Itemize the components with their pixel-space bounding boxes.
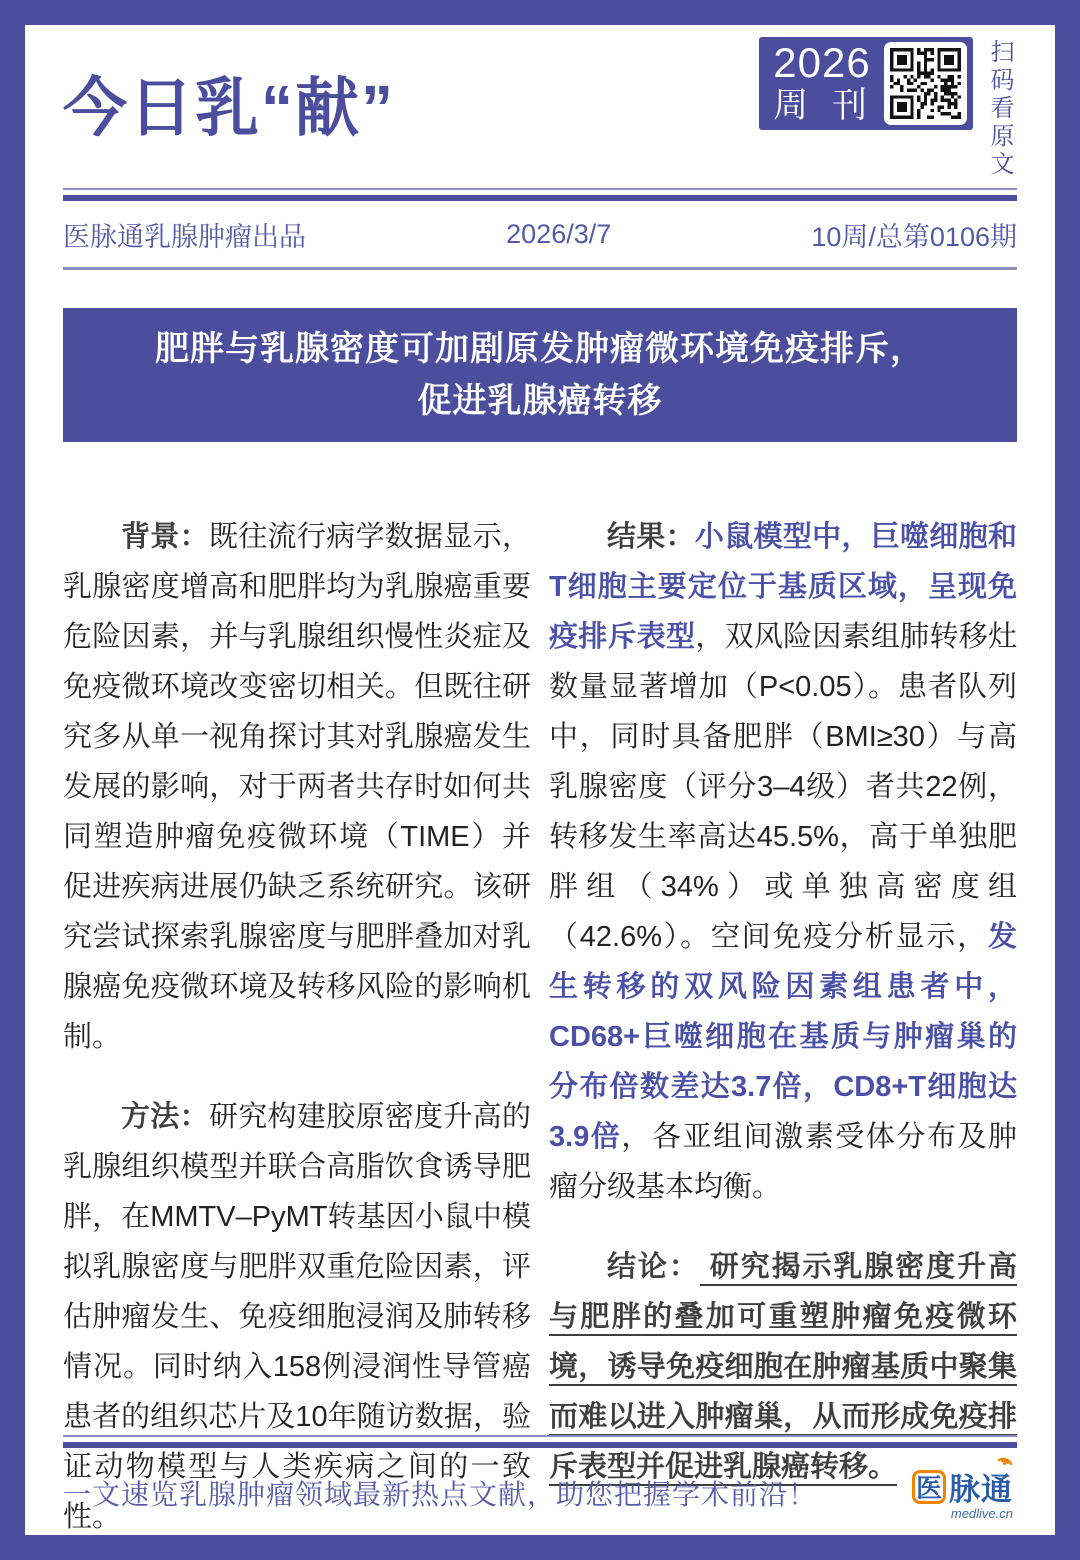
issue-info-row bbox=[63, 215, 1017, 254]
qr-box bbox=[884, 42, 967, 125]
text-segment-label: 方法： bbox=[121, 1101, 209, 1133]
footer-divider bbox=[63, 1435, 1017, 1448]
divider-thick-line bbox=[63, 195, 1017, 201]
paragraph-background bbox=[63, 512, 531, 1062]
footer bbox=[63, 1435, 1017, 1521]
divider-thick-line bbox=[63, 1442, 1017, 1448]
text-segment-underline: 研究揭示乳腺密度升高与肥胖的叠加可重塑肿瘤免疫微环境，诱导免疫细胞在肿瘤基质中聚集而难以进入肿瘤巢，从而形成免疫排斥表型并促进乳腺癌转移。 bbox=[549, 1251, 1017, 1483]
wifi-signal-icon bbox=[993, 1449, 1018, 1469]
info-divider-line bbox=[63, 267, 1017, 270]
article-title-banner bbox=[63, 308, 1017, 442]
issue-badge-group bbox=[759, 37, 1017, 179]
issue-number: 10周/总第0106期 bbox=[811, 222, 1017, 252]
divider-thin-line bbox=[63, 188, 1017, 190]
newsletter-page bbox=[25, 25, 1055, 1535]
divider-thin-line bbox=[63, 1435, 1017, 1437]
medlive-logo-maitong-text: 脉通 bbox=[949, 1472, 1013, 1507]
footer-row bbox=[63, 1464, 1017, 1521]
text-segment-blue: 发生转移的双风险因素组患者中，CD68+巨噬细胞在基质与肿瘤巢的分布倍数差达3.7倍，CD8+T细胞达3.9倍 bbox=[549, 921, 1017, 1153]
article-body bbox=[63, 512, 1017, 1535]
medlive-domain: medlive.cn bbox=[950, 1506, 1013, 1521]
article-title-line2: 促进乳腺癌转移 bbox=[417, 382, 663, 420]
header bbox=[63, 37, 1017, 179]
column-right bbox=[549, 512, 1017, 1535]
article-title-line1: 肥胖与乳腺密度可加剧原发肿瘤微环境免疫排斥， bbox=[155, 330, 925, 368]
text-segment-label: 结论： bbox=[607, 1251, 700, 1283]
medlive-logo-maitong bbox=[949, 1464, 1013, 1509]
medlive-logo-row bbox=[912, 1464, 1013, 1509]
header-divider bbox=[63, 188, 1017, 201]
medlive-logo-yi: 医 bbox=[912, 1470, 946, 1504]
qr-code bbox=[890, 48, 961, 119]
issue-badge-text bbox=[773, 40, 874, 127]
text-segment-label: 背景： bbox=[121, 521, 209, 553]
issue-type: 周 刊 bbox=[773, 86, 874, 125]
column-left bbox=[63, 512, 531, 1535]
issue-date: 2026/3/7 bbox=[506, 219, 612, 249]
issue-badge bbox=[759, 37, 973, 130]
text-segment-normal: ，各亚组间激素受体分布及肿瘤分级基本均衡。 bbox=[549, 1121, 1017, 1203]
publication-logo: 今日乳“献” bbox=[63, 72, 395, 144]
publisher-label: 医脉通乳腺肿瘤出品 bbox=[63, 222, 306, 252]
medlive-logo bbox=[912, 1464, 1017, 1521]
issue-year: 2026 bbox=[773, 39, 871, 86]
text-segment-normal: ，双风险因素组肺转移灶数量显著增加（P<0.05）。患者队列中，同时具备肥胖（BMI≥30）与高乳腺密度（评分3–4级）者共22例，转移发生率高达45.5%，高于单独肥胖组（34%）或单独高密度组（42.6%）。空间免疫分析显示， bbox=[549, 621, 1017, 953]
text-segment-blue: 小鼠模型中，巨噬细胞和T细胞主要定位于基质区域，呈现免疫排斥表型 bbox=[549, 521, 1017, 653]
paragraph-results bbox=[549, 512, 1017, 1212]
text-segment-label: 结果： bbox=[607, 521, 695, 553]
scan-hint-text: 扫码看原文 bbox=[986, 39, 1013, 179]
text-segment-normal: 研究构建胶原密度升高的乳腺组织模型并联合高脂饮食诱导肥胖，在MMTV–PyMT转基因小鼠中模拟乳腺密度与肥胖双重危险因素，评估肿瘤发生、免疫细胞浸润及肺转移情况。同时纳入158例浸润性导管癌患者的组织芯片及10年随访数据，验证动物模型与人类疾病之间的一致性。 bbox=[63, 1101, 531, 1533]
footer-tagline: 一文速览乳腺肿瘤领域最新热点文献，助您把握学术前沿！ bbox=[63, 1478, 818, 1510]
text-segment-normal: 既往流行病学数据显示，乳腺密度增高和肥胖均为乳腺癌重要危险因素，并与乳腺组织慢性炎症及免疫微环境改变密切相关。但既往研究多从单一视角探讨其对乳腺癌发生发展的影响，对于两者共存时如何共同塑造肿瘤免疫微环境（TIME）并促进疾病进展仍缺乏系统研究。该研究尝试探索乳腺密度与肥胖叠加对乳腺癌免疫微环境及转移风险的影响机制。 bbox=[63, 521, 531, 1053]
